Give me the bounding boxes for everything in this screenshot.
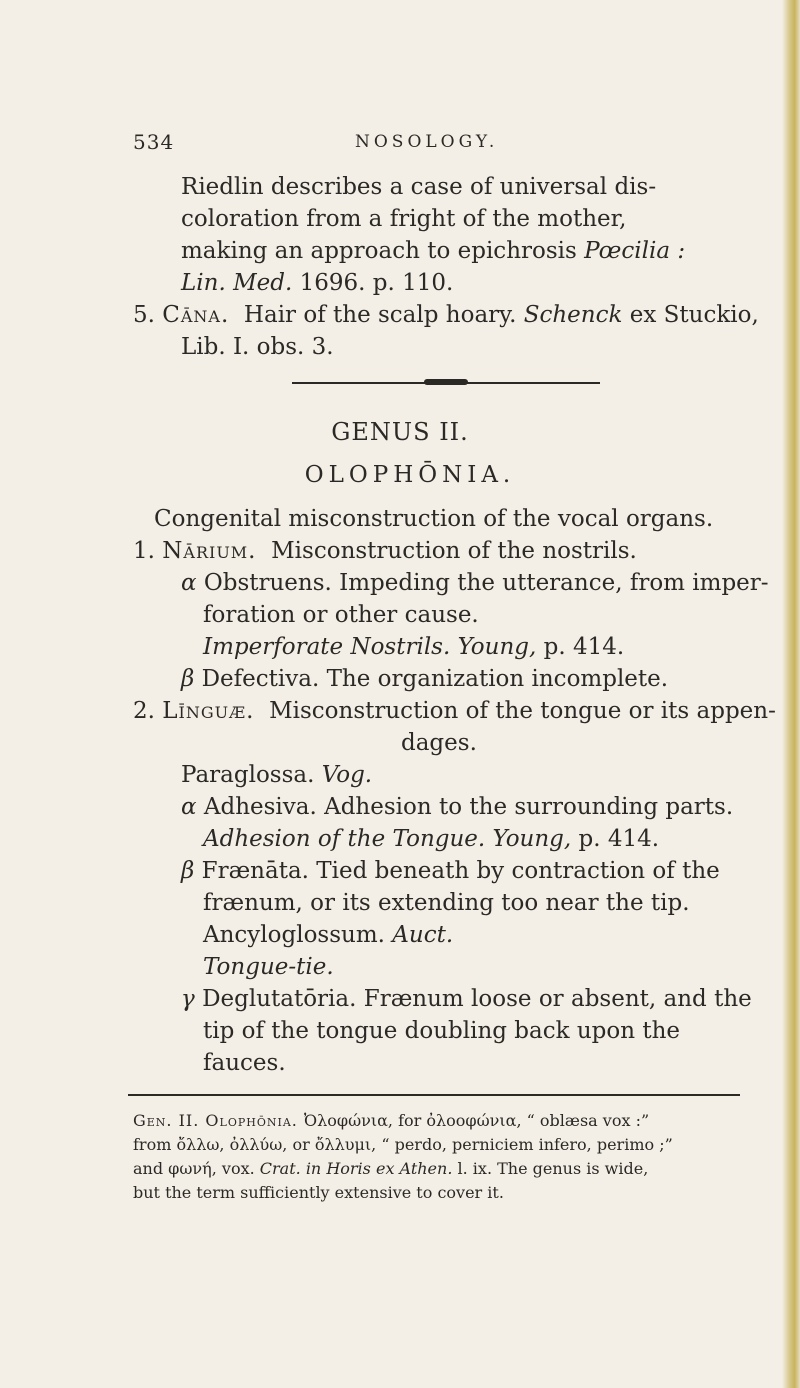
text-line: foration or other cause.: [203, 602, 479, 628]
italic-run: Auct.: [392, 922, 454, 948]
variety-text: Obstruens. Impeding the utterance, from imper-: [203, 570, 769, 596]
variety-line: [181, 856, 720, 886]
species-text: Misconstruction of the nostrils.: [271, 538, 637, 564]
footnote-line: but the term sufficiently extensive to cover it.: [133, 1183, 504, 1202]
variety-text: Adhesiva. Adhesion to the surrounding parts.: [203, 794, 734, 820]
footnote-line: [133, 1158, 648, 1180]
variety-line: [181, 664, 668, 694]
text-line: tip of the tongue doubling back upon the: [203, 1018, 681, 1044]
definition: Congenital misconstruction of the vocal organs.: [154, 506, 714, 532]
footnote-rule: [128, 1094, 740, 1096]
text-line: frænum, or its extending too near the tip.: [203, 890, 690, 916]
text-run: l. ix. The genus is wide,: [452, 1159, 649, 1178]
synonym: Ancyloglossum.: [203, 922, 393, 948]
greek-run: φωνή,: [168, 1159, 217, 1178]
greek-run: ὄλλυμι,: [314, 1135, 377, 1154]
species-entry: [133, 300, 759, 330]
italic-run: Pœcilia :: [584, 238, 686, 264]
running-head: NOSOLOGY.: [355, 132, 499, 152]
text-line: dages.: [401, 730, 477, 756]
synonym-line: [181, 760, 372, 790]
genus-name: OLOPHŌNIA.: [304, 462, 516, 488]
page-edge: [782, 0, 800, 1388]
variety-text: Defectiva. The organization incomplete.: [201, 666, 669, 692]
italic-run: Schenck: [523, 302, 623, 328]
italic-run: Crat. in Horis ex Athen.: [259, 1159, 453, 1178]
page-number: 534: [133, 130, 175, 154]
italic-run: Adhesion of the Tongue. Young,: [203, 826, 572, 852]
synonym: Paraglossa.: [181, 762, 322, 788]
variety-line: [181, 792, 733, 822]
text-run: p. 414.: [571, 826, 660, 852]
text-line: Lib. I. obs. 3.: [181, 334, 334, 360]
italic-run: Lin. Med.: [181, 270, 293, 296]
variety-letter: α: [181, 570, 197, 596]
rule-ornament: [424, 379, 468, 385]
variety-line: [181, 568, 769, 598]
text-run: 1696. p. 110.: [292, 270, 454, 296]
text-run: or: [287, 1135, 315, 1154]
text-line: [181, 236, 685, 266]
text-run: Gen. II. Olophōnia.: [133, 1111, 304, 1130]
page-header: [133, 130, 693, 160]
text-line: fauces.: [203, 1050, 286, 1076]
variety-letter: β: [181, 858, 195, 884]
italic-run: Imperforate Nostrils. Young,: [203, 634, 537, 660]
text-run: “ oblæsa vox :”: [521, 1111, 650, 1130]
species-text: Misconstruction of the tongue or its appen-: [269, 698, 776, 724]
species-name: Līnguæ.: [162, 698, 255, 724]
text-run: ex Stuckio,: [622, 302, 759, 328]
text-run: “ perdo, perniciem infero, perimo ;”: [376, 1135, 673, 1154]
species-entry: [133, 536, 637, 566]
reference-line: [203, 632, 624, 662]
text-line: Riedlin describes a case of universal dis-: [181, 174, 657, 200]
species-text: Hair of the scalp hoary.: [243, 302, 517, 328]
footnote-line: [133, 1134, 673, 1156]
variety-text: Deglutatōria. Frænum loose or absent, and the: [202, 986, 752, 1012]
genus-heading: GENUS II.: [331, 418, 469, 446]
text-run: and: [133, 1159, 169, 1178]
variety-line: [181, 984, 752, 1014]
species-name: Cāna.: [162, 302, 230, 328]
text-run: from: [133, 1135, 177, 1154]
text-run: vox.: [216, 1159, 260, 1178]
footnote-line: [133, 1110, 649, 1132]
entry-number: 5.: [133, 302, 155, 328]
text-run: p. 414.: [536, 634, 625, 660]
variety-text: Frænāta. Tied beneath by contraction of the: [201, 858, 720, 884]
variety-letter: γ: [181, 986, 195, 1012]
greek-run: Ὀλοφώνια, for ὀλοοφώνια,: [303, 1111, 522, 1130]
italic-run: Vog.: [321, 762, 373, 788]
species-entry: [133, 696, 776, 726]
variety-letter: α: [181, 794, 197, 820]
entry-number: 1.: [133, 538, 155, 564]
text-run: making an approach to epichrosis: [181, 238, 585, 264]
text-line: [181, 268, 453, 298]
synonym-line: [203, 920, 453, 950]
common-name: Tongue-tie.: [203, 954, 334, 980]
variety-letter: β: [181, 666, 195, 692]
reference-line: [203, 824, 659, 854]
entry-number: 2.: [133, 698, 155, 724]
species-name: Nārium.: [162, 538, 257, 564]
text-line: coloration from a fright of the mother,: [181, 206, 627, 232]
greek-run: ὄλλω, ὀλλύω,: [176, 1135, 288, 1154]
